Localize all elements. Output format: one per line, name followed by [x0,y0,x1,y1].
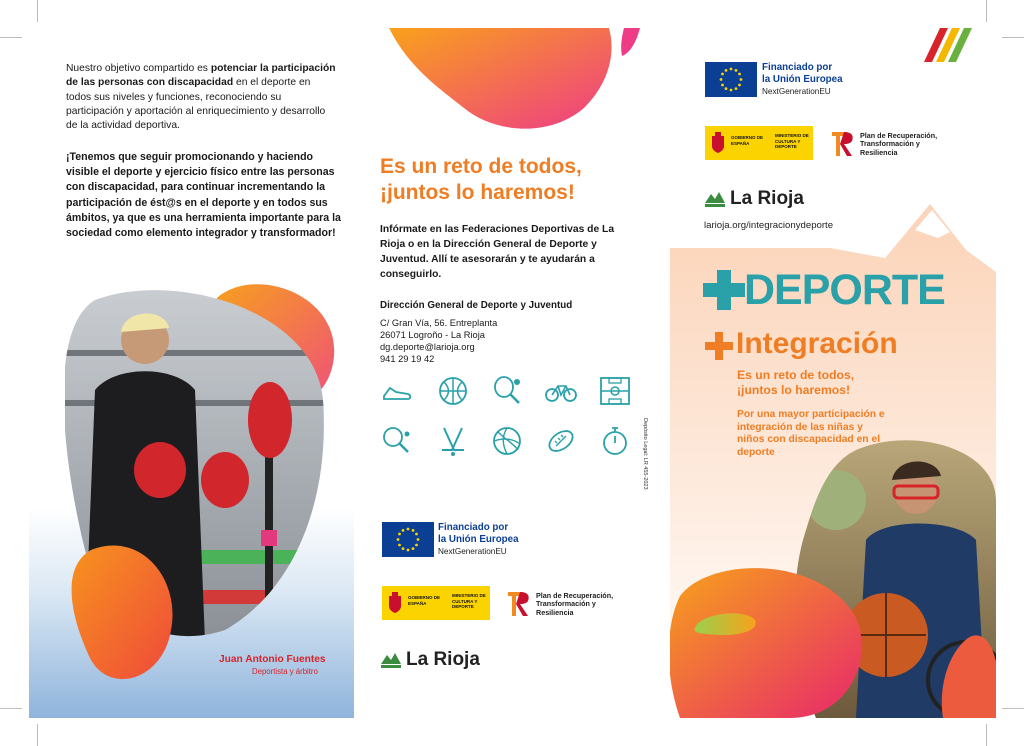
la-rioja-text: La Rioja [730,188,804,209]
contact-email[interactable]: dg.deporte@larioja.org [380,342,475,352]
crop-mark [0,37,22,38]
eu-funded-text: Financiado por [438,522,509,533]
small-blob-green [690,608,760,638]
la-rioja-logo-icon [380,650,402,670]
eu-name-text: la Unión Europea [438,534,519,545]
cover-tagline-2: ¡juntos lo haremos! [737,383,851,397]
cover-tagline-1: Es un reto de todos, [737,368,855,382]
gov-spain-text: GOBIERNO DE ESPAÑA [731,135,764,146]
eu-flag-logo [382,522,434,557]
cover-title: DEPORTE [744,266,945,314]
plus-icon-teal [703,270,745,310]
website-link[interactable]: larioja.org/integracionydeporte [704,220,834,231]
table-tennis-icon [380,424,414,458]
crop-mark [986,0,987,22]
running-shoe-icon [380,374,414,408]
headline-line-2: ¡juntos lo haremos! [380,181,575,204]
crop-mark [1002,708,1024,709]
photo-role: Deportista y árbitro [252,667,318,676]
volleyball-icon [490,424,524,458]
stripes-logo [922,28,982,68]
la-rioja-text: La Rioja [406,649,480,670]
contact-address: C/ Gran Vía, 56. Entreplanta [380,318,498,328]
coat-of-arms-icon [709,132,727,154]
contact-phone: 941 29 19 42 [380,354,435,364]
gov-spain-text: GOBIERNO DE ESPAÑA [408,595,441,606]
stopwatch-icon [598,424,632,458]
ministry-text: MINISTERIO DE CULTURA Y DEPORTE [775,133,809,149]
recovery-plan-text: Plan de Recuperación, Transformación y Resiliencia [536,591,614,617]
gradient-blob-top [384,28,644,133]
info-paragraph: Infórmate en las Federaciones Deportivas de La Rioja o en la Dirección General de Deporte y Juventud. Allí te asesorarán y te ayudarán a conseguirlo. [380,224,615,280]
intro-text-end: en el deporte en todos sus niveles y funciones, reconociendo su participación y aportación al enriquecimiento y desarrollo de la actividad deportiva. [66,77,326,132]
photo-name: Juan Antonio Fuentes [219,654,326,665]
eu-flag-logo [705,62,757,97]
orange-blob-bottom [71,540,181,690]
football-field-icon [598,374,632,408]
contact-title: Dirección General de Deporte y Juventud [380,300,573,311]
gradient-blob-right [938,628,996,718]
basketball-icon [436,374,470,408]
crop-mark [0,708,22,709]
bicycle-icon [544,374,578,408]
spain-government-logo [705,126,813,160]
intro-paragraph [66,62,338,133]
middle-panel [354,28,670,718]
crop-mark [986,724,987,746]
legal-deposit: Depósito Legal: LR 455-2023 [642,418,648,490]
crop-mark [1002,37,1024,38]
ministry-text: MINISTERIO DE CULTURA Y DEPORTE [452,593,486,609]
eu-name-text: la Unión Europea [762,74,843,85]
cover-panel [670,28,996,718]
eu-next-text: NextGenerationEU [438,547,507,556]
padel-icon [490,374,524,408]
headline-line-1: Es un reto de todos, [380,155,582,178]
crop-mark [37,0,38,22]
intro-text-bold: potenciar la participación de las personas con discapacidad [66,63,336,89]
cover-description: Por una mayor participación e integración de las niñas y niños con discapacidad en el deporte [737,409,885,458]
eu-next-text: NextGenerationEU [762,87,831,96]
intro-text-start: Nuestro objetivo compartido es [66,63,211,74]
spain-government-logo [382,586,490,620]
cover-subtitle: Integración [736,327,898,360]
crop-mark [37,724,38,746]
plus-icon-orange [705,332,733,360]
recovery-plan-text: Plan de Recuperación, Transformación y Resiliencia [860,131,938,157]
contact-city: 26071 Logroño - La Rioja [380,330,485,340]
recovery-plan-logo-icon [506,588,532,618]
rugby-ball-icon [544,424,578,458]
recovery-plan-logo-icon [830,128,856,158]
promotion-paragraph: ¡Tenemos que seguir promocionando y haciendo visible el deporte y ejercicio físico entre las personas con discapacidad, para continuar incrementando la participación de ést@s en el deporte y en todos sus ámbitos, ya que es una herramienta importante para la sociedad como elemento integrador y transformador! [66,151,341,240]
hockey-icon [436,424,470,458]
eu-funded-text: Financiado por [762,62,833,73]
coat-of-arms-icon [386,592,404,614]
left-panel [29,28,354,718]
